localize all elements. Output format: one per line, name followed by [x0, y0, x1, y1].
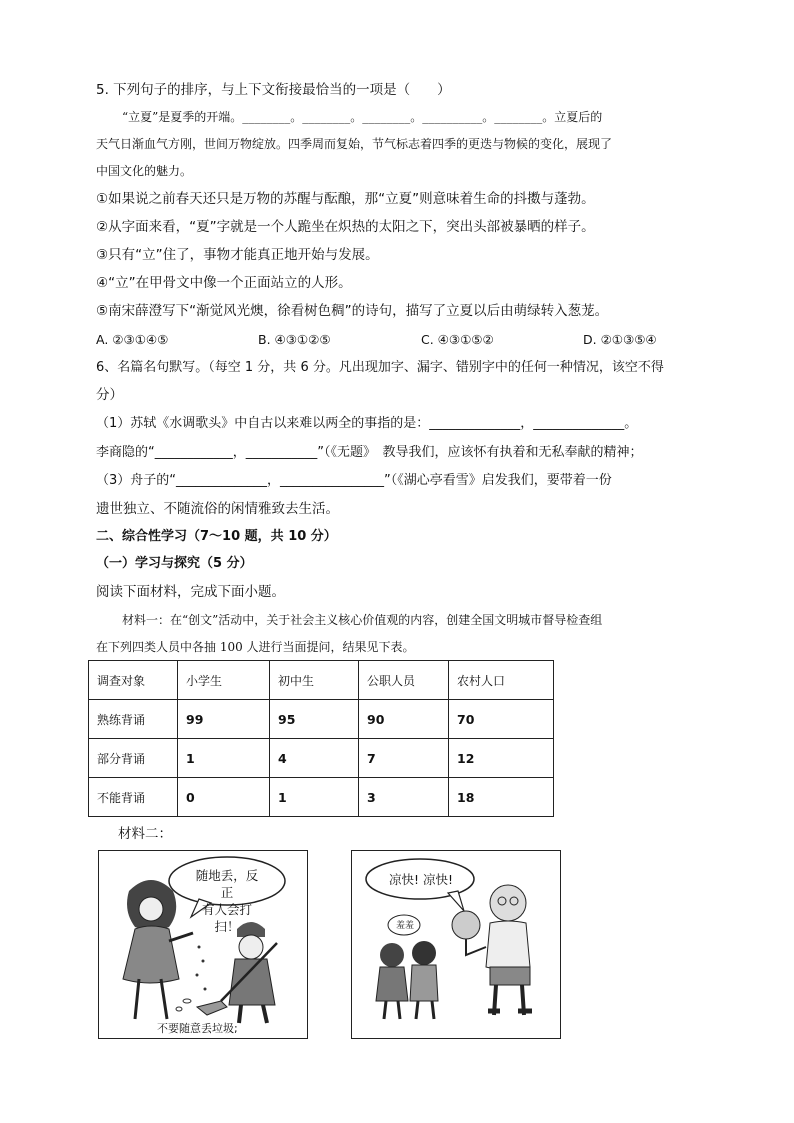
q5-option-c: C. ④③①⑤② — [421, 332, 494, 347]
table-cell: 部分背诵 — [89, 739, 178, 778]
table-header-cell: 初中生 — [270, 661, 359, 700]
table-cell: 95 — [270, 700, 359, 739]
right-small-bubble: 羞羞 — [395, 921, 414, 931]
table-cell: 12 — [449, 739, 554, 778]
table-cell: 4 — [270, 739, 359, 778]
q5-sentence-3: ③只有“立”住了，事物才能真正地开始与发展。 — [96, 247, 379, 263]
material-2-label: 材料二： — [118, 826, 172, 842]
cartoon-shirtless — [351, 850, 561, 1039]
q6-stem-line-1: 6、名篇名句默写。（每空 1 分，共 6 分。凡出现加字、漏字、错别字中的任何一种情况，该空不得 — [96, 360, 664, 375]
material-1-line-1: 材料一：在“创文”活动中，关于社会主义核心价值观的内容，创建全国文明城市督导检查组 — [122, 613, 603, 627]
table-header-cell: 小学生 — [178, 661, 270, 700]
q6-item-3-line-1: （3）舟子的“______________，________________”（《湖心亭看雪》启发我们，要带着一份 — [96, 473, 612, 488]
cartoon-litter — [98, 850, 308, 1039]
table-cell: 1 — [178, 739, 270, 778]
left-cartoon-caption: 不要随意丢垃圾; — [157, 1022, 238, 1035]
table-row — [89, 739, 554, 778]
table-cell: 不能背诵 — [89, 778, 178, 817]
section-2-subtitle: （一）学习与探究（5 分） — [96, 556, 253, 571]
table-cell: 7 — [359, 739, 449, 778]
survey-table — [88, 660, 554, 817]
q5-sentence-5: ⑤南宋薛澄写下“渐觉风光燠，徐看树色稠”的诗句，描写了立夏以后由萌绿转入葱茏。 — [96, 303, 609, 319]
q5-passage-line-3: 中国文化的魅力。 — [96, 164, 193, 178]
table-header-cell: 调查对象 — [89, 661, 178, 700]
section-2-intro: 阅读下面材料，完成下面小题。 — [96, 584, 285, 600]
material-1-line-2: 在下列四类人员中各抽 100 人进行当面提问，结果见下表。 — [96, 640, 415, 654]
table-cell: 0 — [178, 778, 270, 817]
table-cell: 1 — [270, 778, 359, 817]
table-cell: 18 — [449, 778, 554, 817]
q5-option-a: A. ②③①④⑤ — [96, 332, 169, 347]
q6-item-1: （1）苏轼《水调歌头》中自古以来难以两全的事指的是：______________，______________。 — [96, 416, 638, 431]
table-cell: 3 — [359, 778, 449, 817]
table-cell: 90 — [359, 700, 449, 739]
table-row — [89, 700, 554, 739]
q5-passage-line-2: 天气日渐血气方刚，世间万物绽放。四季周而复始，节气标志着四季的更迭与物候的变化，展现了 — [96, 137, 613, 151]
table-cell: 70 — [449, 700, 554, 739]
q5-passage-line-1: “立夏”是夏季的开端。________。________。________。__________。________。立夏后的 — [122, 110, 603, 124]
table-cell: 熟练背诵 — [89, 700, 178, 739]
q5-option-d: D. ②①③⑤④ — [583, 332, 657, 347]
q5-stem: 5. 下列句子的排序，与上下文衔接最恰当的一项是（ ） — [96, 82, 451, 98]
q5-sentence-1: ①如果说之前春天还只是万物的苏醒与酝酿，那“立夏”则意味着生命的抖擞与蓬勃。 — [96, 191, 595, 207]
section-2-title: 二、综合性学习（7～10 题，共 10 分） — [96, 529, 337, 544]
q5-sentence-4: ④“立”在甲骨文中像一个正面站立的人形。 — [96, 275, 352, 291]
table-header-row — [89, 661, 554, 700]
right-bubble: 凉快! 凉快! — [389, 872, 453, 887]
q6-item-2: 李商隐的“____________，___________”（《无题》 教导我们，应该怀有执着和无私奉献的精神； — [96, 445, 643, 460]
table-header-cell: 农村人口 — [449, 661, 554, 700]
q5-option-b: B. ④③①②⑤ — [258, 332, 331, 347]
table-cell: 99 — [178, 700, 270, 739]
left-bubble-line-2: 有人会打扫！ — [201, 902, 252, 934]
left-bubble-line-1: 随地丢，反正 — [195, 868, 259, 900]
q6-item-3-line-2: 遗世独立、不随流俗的闲情雅致去生活。 — [96, 501, 339, 517]
table-row — [89, 778, 554, 817]
table-header-cell: 公职人员 — [359, 661, 449, 700]
q5-sentence-2: ②从字面来看，“夏”字就是一个人跪坐在炽热的太阳之下，突出头部被暴晒的样子。 — [96, 219, 595, 235]
q6-stem-line-2: 分） — [96, 387, 123, 403]
